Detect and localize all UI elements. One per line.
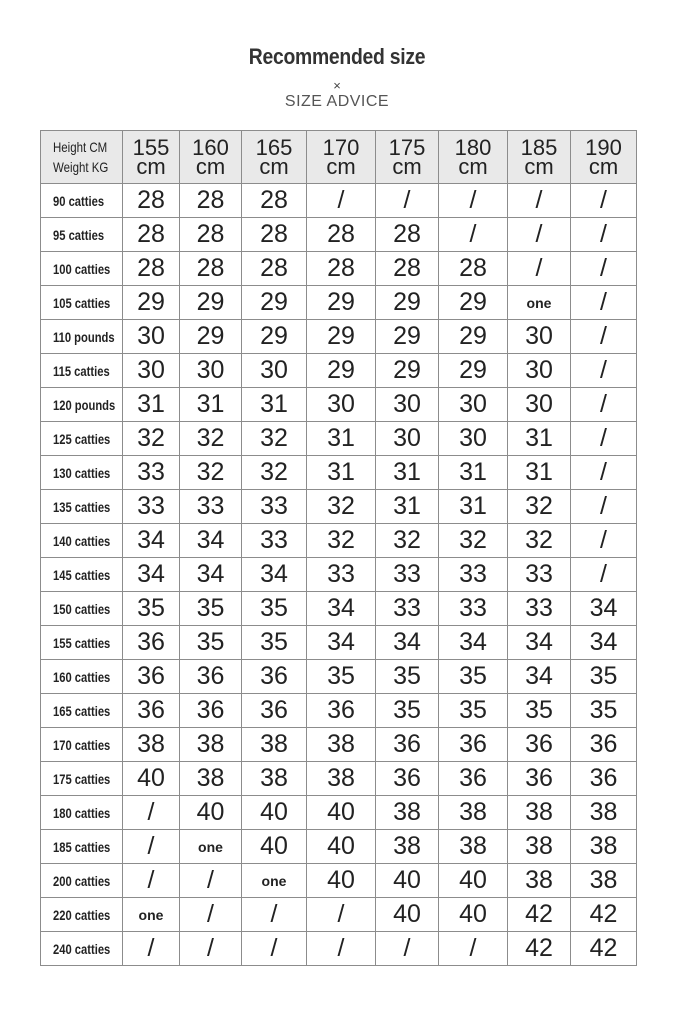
size-cell: / [307, 932, 376, 966]
size-cell: / [180, 864, 242, 898]
size-cell: 36 [376, 762, 439, 796]
size-cell: 35 [439, 694, 508, 728]
height-unit: cm [136, 154, 166, 179]
size-cell: 30 [123, 320, 180, 354]
size-cell: 32 [242, 422, 307, 456]
size-cell: / [571, 218, 637, 252]
size-cell: 38 [307, 762, 376, 796]
size-cell: / [571, 184, 637, 218]
table-row [41, 762, 637, 796]
size-cell: / [376, 932, 439, 966]
size-cell: 29 [439, 354, 508, 388]
size-cell: 36 [180, 694, 242, 728]
size-cell: 28 [242, 218, 307, 252]
size-cell: 31 [242, 388, 307, 422]
weight-label [41, 898, 123, 932]
size-cell: 28 [242, 252, 307, 286]
size-cell: 28 [439, 252, 508, 286]
weight-label [41, 558, 123, 592]
size-cell: / [571, 388, 637, 422]
size-cell: / [439, 184, 508, 218]
weight-label-text: 170 catties [53, 736, 111, 753]
size-cell: 29 [439, 286, 508, 320]
size-cell: 40 [439, 898, 508, 932]
size-cell: 32 [307, 524, 376, 558]
weight-label-text: 155 catties [53, 634, 111, 651]
size-cell: 38 [439, 796, 508, 830]
corner-header [41, 131, 123, 184]
size-cell: 38 [123, 728, 180, 762]
size-cell: 28 [307, 218, 376, 252]
weight-label-text: 165 catties [53, 702, 111, 719]
page-subtitle: SIZE ADVICE [284, 93, 390, 110]
weight-label [41, 422, 123, 456]
weight-label-text: 115 catties [53, 362, 110, 379]
size-cell: 35 [180, 592, 242, 626]
table-row [41, 456, 637, 490]
size-cell: 34 [307, 626, 376, 660]
height-unit: cm [392, 154, 422, 179]
height-value: 180 [454, 135, 492, 160]
size-chart-table [40, 130, 637, 966]
size-cell: 29 [307, 354, 376, 388]
size-cell: 31 [439, 490, 508, 524]
size-cell: 29 [307, 286, 376, 320]
weight-label-text: 200 catties [53, 872, 111, 889]
size-cell: 38 [242, 728, 307, 762]
size-cell: / [508, 218, 571, 252]
weight-label-text: 105 catties [53, 294, 111, 311]
height-value: 185 [520, 135, 558, 160]
title-separator: × [333, 78, 341, 93]
table-row [41, 286, 637, 320]
size-cell: / [307, 184, 376, 218]
size-cell: 38 [571, 830, 637, 864]
size-cell: 32 [508, 490, 571, 524]
size-cell: 28 [123, 218, 180, 252]
size-cell: / [123, 796, 180, 830]
weight-label-text: 180 catties [53, 804, 111, 821]
weight-label [41, 388, 123, 422]
size-cell: 34 [123, 558, 180, 592]
table-row [41, 388, 637, 422]
size-cell: 31 [439, 456, 508, 490]
size-cell: 31 [376, 456, 439, 490]
weight-label [41, 762, 123, 796]
size-cell: 42 [508, 898, 571, 932]
height-column-header [439, 131, 508, 184]
weight-axis-label: Weight KG [53, 159, 109, 175]
size-cell: 36 [123, 694, 180, 728]
size-cell: 32 [508, 524, 571, 558]
weight-label [41, 932, 123, 966]
size-cell: / [376, 184, 439, 218]
size-cell: 34 [307, 592, 376, 626]
size-cell: 35 [571, 694, 637, 728]
size-cell: 34 [180, 524, 242, 558]
size-cell: 36 [571, 762, 637, 796]
size-cell: 38 [508, 796, 571, 830]
size-cell: 36 [571, 728, 637, 762]
height-column-header [242, 131, 307, 184]
size-cell: 33 [242, 524, 307, 558]
height-unit: cm [588, 154, 619, 179]
size-cell: 31 [508, 456, 571, 490]
table-row [41, 694, 637, 728]
size-cell: 38 [571, 864, 637, 898]
size-cell: 28 [123, 252, 180, 286]
size-cell: 42 [571, 898, 637, 932]
size-cell: 33 [439, 558, 508, 592]
weight-label [41, 490, 123, 524]
weight-label [41, 864, 123, 898]
table-row [41, 524, 637, 558]
size-cell: 34 [242, 558, 307, 592]
size-cell: 30 [508, 354, 571, 388]
size-cell: 38 [571, 796, 637, 830]
size-cell: 28 [376, 218, 439, 252]
height-value: 155 [132, 135, 170, 160]
size-cell: / [123, 830, 180, 864]
size-cell: 33 [180, 490, 242, 524]
weight-label-text: 100 catties [53, 260, 111, 277]
size-cell: / [439, 218, 508, 252]
table-row [41, 184, 637, 218]
size-cell: 31 [508, 422, 571, 456]
weight-label [41, 218, 123, 252]
table-row [41, 320, 637, 354]
size-cell: 28 [307, 252, 376, 286]
height-value: 165 [255, 135, 293, 160]
table-header-row [41, 131, 637, 184]
size-cell: 29 [307, 320, 376, 354]
weight-label-text: 175 catties [53, 770, 111, 787]
size-cell: 28 [180, 218, 242, 252]
size-cell: 31 [307, 456, 376, 490]
size-cell: 34 [571, 626, 637, 660]
weight-label-text: 130 catties [53, 464, 111, 481]
size-cell: 38 [376, 830, 439, 864]
height-unit: cm [195, 154, 226, 179]
size-cell: 40 [123, 762, 180, 796]
weight-label-text: 125 catties [53, 430, 111, 447]
size-cell: 34 [508, 660, 571, 694]
size-cell: 35 [242, 592, 307, 626]
size-cell: 29 [242, 286, 307, 320]
table-row [41, 558, 637, 592]
size-cell: 29 [180, 320, 242, 354]
size-cell: 30 [123, 354, 180, 388]
size-cell: 30 [508, 320, 571, 354]
size-cell: 28 [180, 252, 242, 286]
size-cell: 31 [123, 388, 180, 422]
size-cell: one [508, 286, 571, 320]
size-cell: / [508, 184, 571, 218]
size-cell: / [571, 286, 637, 320]
size-cell: 30 [307, 388, 376, 422]
table-row [41, 422, 637, 456]
size-cell: 38 [180, 728, 242, 762]
size-cell: 34 [123, 524, 180, 558]
height-unit: cm [259, 154, 289, 179]
size-cell: one [123, 898, 180, 932]
table-body [41, 184, 637, 966]
size-cell: one [180, 830, 242, 864]
size-cell: 29 [439, 320, 508, 354]
height-value: 175 [388, 135, 426, 160]
size-cell: 35 [376, 660, 439, 694]
size-cell: 33 [376, 592, 439, 626]
height-column-header [307, 131, 376, 184]
size-cell: / [180, 932, 242, 966]
size-cell: 36 [508, 728, 571, 762]
size-cell: 33 [242, 490, 307, 524]
weight-label-text: 185 catties [53, 838, 111, 855]
size-cell: 38 [508, 864, 571, 898]
size-cell: 40 [307, 830, 376, 864]
size-cell: 38 [439, 830, 508, 864]
size-cell: / [571, 490, 637, 524]
weight-label-text: 220 catties [53, 906, 111, 923]
table-row [41, 218, 637, 252]
weight-label-text: 110 pounds [53, 328, 115, 345]
size-cell: 36 [439, 728, 508, 762]
size-cell: 34 [376, 626, 439, 660]
size-cell: / [571, 354, 637, 388]
height-value: 160 [192, 135, 229, 160]
size-cell: 30 [242, 354, 307, 388]
size-cell: 40 [439, 864, 508, 898]
size-cell: 35 [123, 592, 180, 626]
size-cell: 40 [180, 796, 242, 830]
table-row [41, 660, 637, 694]
size-cell: 28 [123, 184, 180, 218]
size-cell: 34 [571, 592, 637, 626]
size-cell: 31 [180, 388, 242, 422]
size-cell: 36 [242, 694, 307, 728]
size-cell: 30 [439, 422, 508, 456]
weight-label [41, 524, 123, 558]
page-title: Recommended size [248, 44, 426, 69]
height-value: 190 [585, 135, 622, 160]
weight-label [41, 184, 123, 218]
height-value: 170 [322, 135, 360, 160]
table-row [41, 592, 637, 626]
weight-label-text: 95 catties [53, 226, 105, 243]
size-cell: / [571, 558, 637, 592]
size-cell: 32 [123, 422, 180, 456]
size-cell: 32 [307, 490, 376, 524]
table-row [41, 898, 637, 932]
weight-label [41, 456, 123, 490]
weight-label [41, 320, 123, 354]
size-cell: 29 [123, 286, 180, 320]
size-cell: 35 [180, 626, 242, 660]
weight-label [41, 252, 123, 286]
weight-label-text: 120 pounds [53, 396, 116, 413]
size-cell: 32 [180, 456, 242, 490]
weight-label-text: 145 catties [53, 566, 111, 583]
size-cell: 28 [180, 184, 242, 218]
size-cell: 38 [242, 762, 307, 796]
size-cell: / [180, 898, 242, 932]
weight-label-text: 240 catties [53, 940, 111, 957]
size-cell: one [242, 864, 307, 898]
size-cell: 40 [307, 796, 376, 830]
weight-label-text: 135 catties [53, 498, 111, 515]
size-cell: 35 [508, 694, 571, 728]
weight-label [41, 592, 123, 626]
size-cell: 34 [180, 558, 242, 592]
size-cell: 36 [180, 660, 242, 694]
size-cell: 33 [307, 558, 376, 592]
size-cell: 29 [376, 286, 439, 320]
size-cell: 28 [376, 252, 439, 286]
table-row [41, 728, 637, 762]
height-column-header [508, 131, 571, 184]
size-cell: 29 [376, 354, 439, 388]
size-cell: 33 [123, 456, 180, 490]
size-cell: 42 [508, 932, 571, 966]
size-cell: / [571, 320, 637, 354]
size-cell: 36 [123, 660, 180, 694]
weight-label-text: 140 catties [53, 532, 111, 549]
weight-label [41, 286, 123, 320]
size-cell: 42 [571, 932, 637, 966]
weight-label [41, 694, 123, 728]
size-cell: 40 [376, 864, 439, 898]
size-cell: / [439, 932, 508, 966]
size-cell: 30 [508, 388, 571, 422]
height-column-header [123, 131, 180, 184]
size-cell: 30 [180, 354, 242, 388]
size-cell: 36 [307, 694, 376, 728]
size-cell: / [571, 422, 637, 456]
size-cell: 40 [307, 864, 376, 898]
size-cell: / [571, 252, 637, 286]
weight-label [41, 354, 123, 388]
height-unit: cm [458, 154, 488, 179]
table-row [41, 626, 637, 660]
size-cell: / [571, 524, 637, 558]
weight-label [41, 626, 123, 660]
weight-label-text: 150 catties [53, 600, 111, 617]
size-cell: / [123, 864, 180, 898]
size-cell: 30 [376, 388, 439, 422]
size-cell: / [242, 932, 307, 966]
size-cell: 31 [307, 422, 376, 456]
size-cell: 33 [439, 592, 508, 626]
size-cell: / [571, 456, 637, 490]
size-cell: 29 [242, 320, 307, 354]
size-cell: 35 [571, 660, 637, 694]
size-cell: 33 [508, 558, 571, 592]
table-row [41, 864, 637, 898]
table-row [41, 490, 637, 524]
size-cell: 29 [376, 320, 439, 354]
size-cell: 30 [439, 388, 508, 422]
size-cell: 40 [242, 830, 307, 864]
size-cell: 32 [439, 524, 508, 558]
weight-label [41, 796, 123, 830]
height-axis-label: Height CM [53, 139, 108, 155]
weight-label [41, 660, 123, 694]
size-cell: 35 [376, 694, 439, 728]
size-cell: 31 [376, 490, 439, 524]
height-column-header [571, 131, 637, 184]
size-cell: 34 [508, 626, 571, 660]
size-cell: 36 [439, 762, 508, 796]
size-cell: / [123, 932, 180, 966]
table-row [41, 796, 637, 830]
weight-label-text: 160 catties [53, 668, 111, 685]
size-cell: 36 [123, 626, 180, 660]
size-cell: 33 [376, 558, 439, 592]
size-cell: / [307, 898, 376, 932]
weight-label [41, 830, 123, 864]
height-unit: cm [524, 154, 554, 179]
height-column-header [376, 131, 439, 184]
size-cell: 30 [376, 422, 439, 456]
size-cell: 38 [376, 796, 439, 830]
size-cell: 35 [242, 626, 307, 660]
size-cell: 36 [242, 660, 307, 694]
size-cell: 36 [376, 728, 439, 762]
size-cell: 33 [508, 592, 571, 626]
height-column-header [180, 131, 242, 184]
size-cell: 28 [242, 184, 307, 218]
table-row [41, 252, 637, 286]
size-cell: 35 [439, 660, 508, 694]
size-cell: 40 [376, 898, 439, 932]
table-row [41, 354, 637, 388]
size-cell: 38 [307, 728, 376, 762]
weight-label-text: 90 catties [53, 192, 105, 209]
size-cell: 36 [508, 762, 571, 796]
size-cell: 38 [180, 762, 242, 796]
table-row [41, 830, 637, 864]
size-cell: 33 [123, 490, 180, 524]
size-cell: 32 [180, 422, 242, 456]
size-cell: / [242, 898, 307, 932]
size-cell: 32 [242, 456, 307, 490]
table-row [41, 932, 637, 966]
size-cell: 40 [242, 796, 307, 830]
size-cell: 35 [307, 660, 376, 694]
size-cell: 34 [439, 626, 508, 660]
size-cell: 38 [508, 830, 571, 864]
size-cell: 32 [376, 524, 439, 558]
height-unit: cm [326, 154, 356, 179]
size-cell: / [508, 252, 571, 286]
weight-label [41, 728, 123, 762]
size-cell: 29 [180, 286, 242, 320]
